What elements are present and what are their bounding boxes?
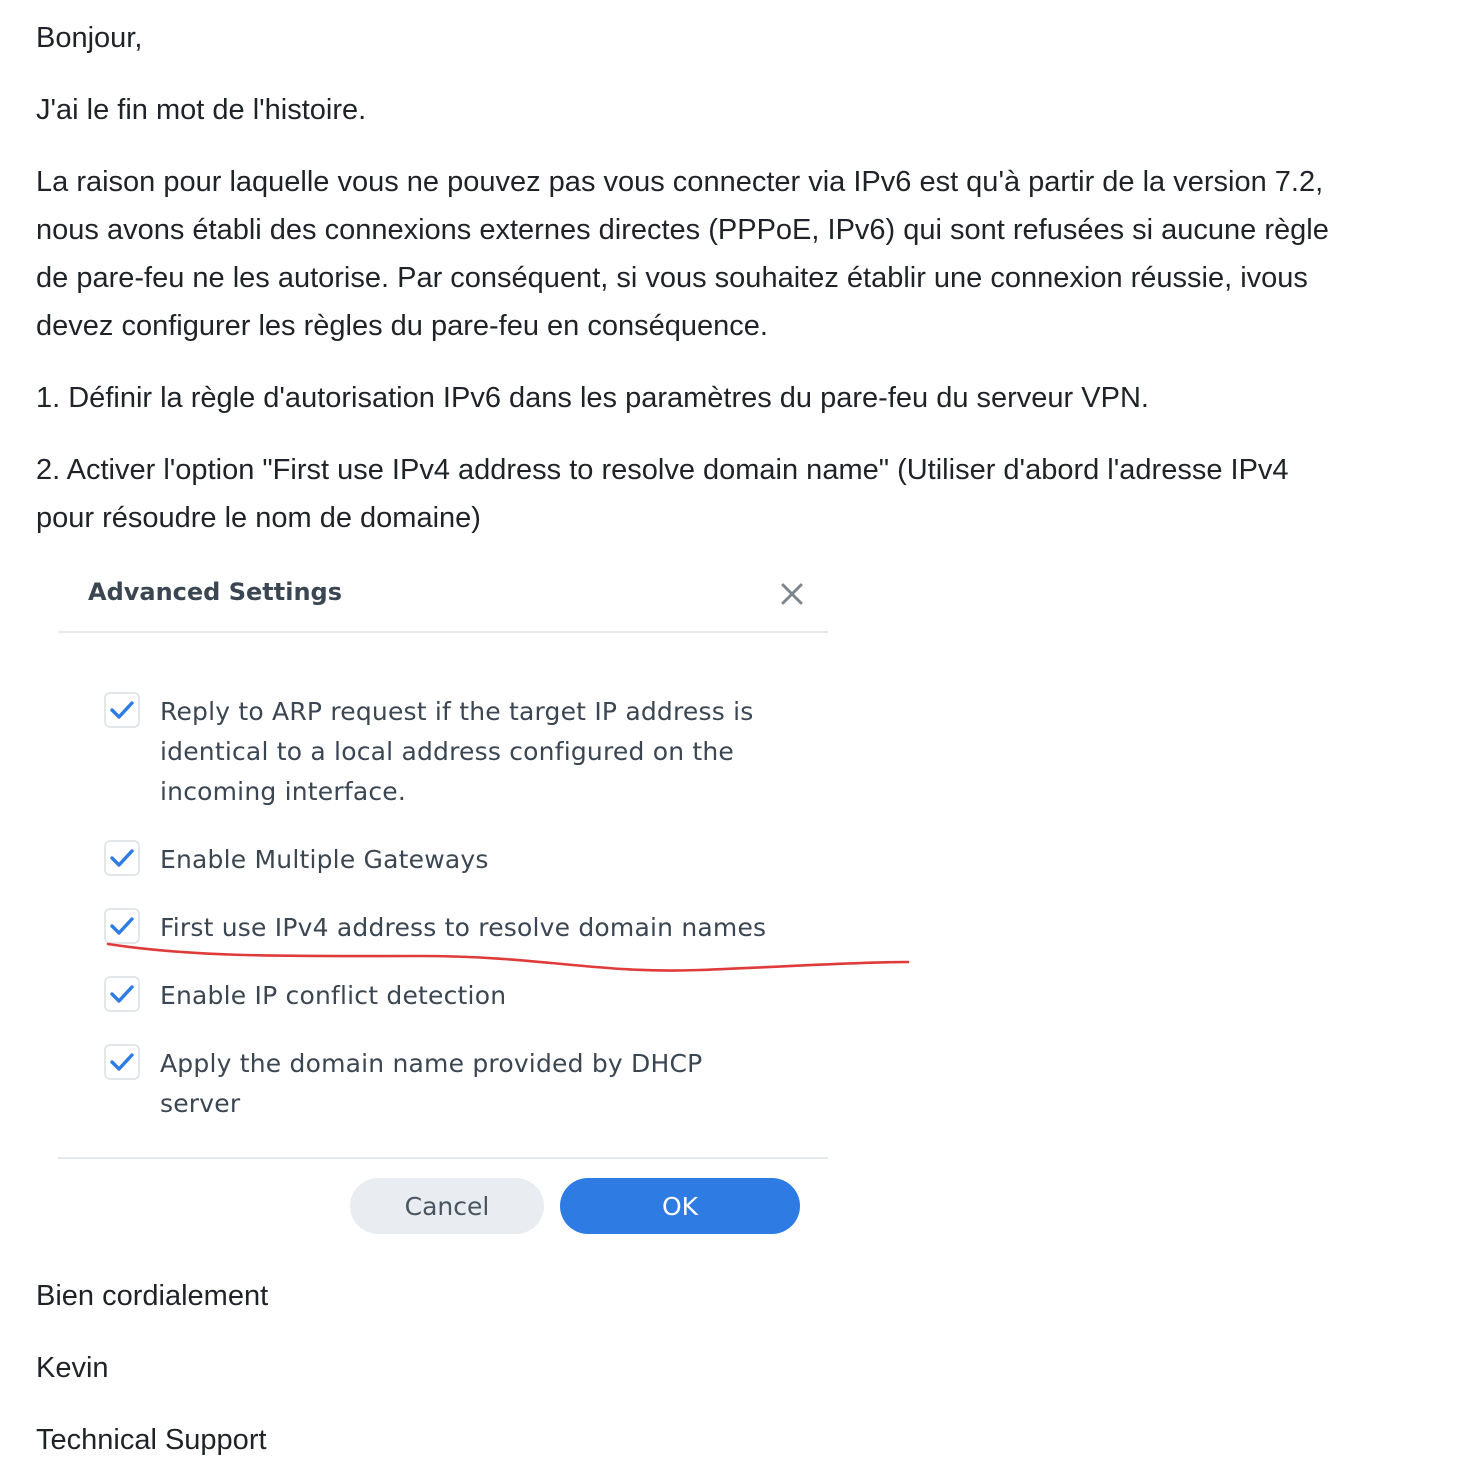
explanation-line: de pare-feu ne les autorise. Par conséquent, si vous souhaitez établir une connexion réussie, ivous <box>36 262 1308 294</box>
option-label: Apply the domain name provided by DHCP <box>160 1049 703 1078</box>
option-label: identical to a local address configured on the <box>160 737 735 766</box>
checkmark-icon <box>109 697 135 723</box>
step-2-line: pour résoudre le nom de domaine) <box>36 502 481 534</box>
dialog-footer-divider <box>58 1157 828 1159</box>
step-2-line: 2. Activer l'option "First use IPv4 address to resolve domain name" (Utiliser d'abord l'adresse IPv4 <box>36 454 1289 486</box>
checkmark-icon <box>109 913 135 939</box>
dialog-title: Advanced Settings <box>88 578 343 606</box>
step-1: 1. Définir la règle d'autorisation IPv6 dans les paramètres du pare-feu du serveur VPN. <box>36 382 1149 414</box>
signature-name: Kevin <box>36 1352 109 1384</box>
checkbox-reply-arp[interactable] <box>104 692 140 728</box>
option-label: Reply to ARP request if the target IP address is <box>160 697 754 726</box>
checkmark-icon <box>109 1049 135 1075</box>
checkbox-dhcp-domain[interactable] <box>104 1044 140 1080</box>
close-icon[interactable] <box>776 578 808 610</box>
dialog-header-divider <box>58 631 828 633</box>
closing: Bien cordialement <box>36 1280 269 1312</box>
explanation-line: nous avons établi des connexions externes directes (PPPoE, IPv6) qui sont refusées si aucune règle <box>36 214 1329 246</box>
checkmark-icon <box>109 845 135 871</box>
intro-text: J'ai le fin mot de l'histoire. <box>36 94 367 126</box>
option-label: server <box>160 1089 241 1118</box>
signature-title: Technical Support <box>36 1424 267 1456</box>
checkbox-ip-conflict[interactable] <box>104 976 140 1012</box>
checkbox-multiple-gateways[interactable] <box>104 840 140 876</box>
cancel-button[interactable]: Cancel <box>350 1178 544 1234</box>
ok-button[interactable]: OK <box>560 1178 800 1234</box>
explanation-line: devez configurer les règles du pare-feu en conséquence. <box>36 310 768 342</box>
greeting: Bonjour, <box>36 22 143 54</box>
option-label: Enable Multiple Gateways <box>160 845 489 874</box>
explanation-line: La raison pour laquelle vous ne pouvez pas vous connecter via IPv6 est qu'à partir de la version 7.2, <box>36 166 1324 198</box>
option-label: First use IPv4 address to resolve domain names <box>160 913 767 942</box>
option-label: incoming interface. <box>160 777 407 806</box>
option-label: Enable IP conflict detection <box>160 981 507 1010</box>
checkbox-ipv4-first[interactable] <box>104 908 140 944</box>
checkmark-icon <box>109 981 135 1007</box>
